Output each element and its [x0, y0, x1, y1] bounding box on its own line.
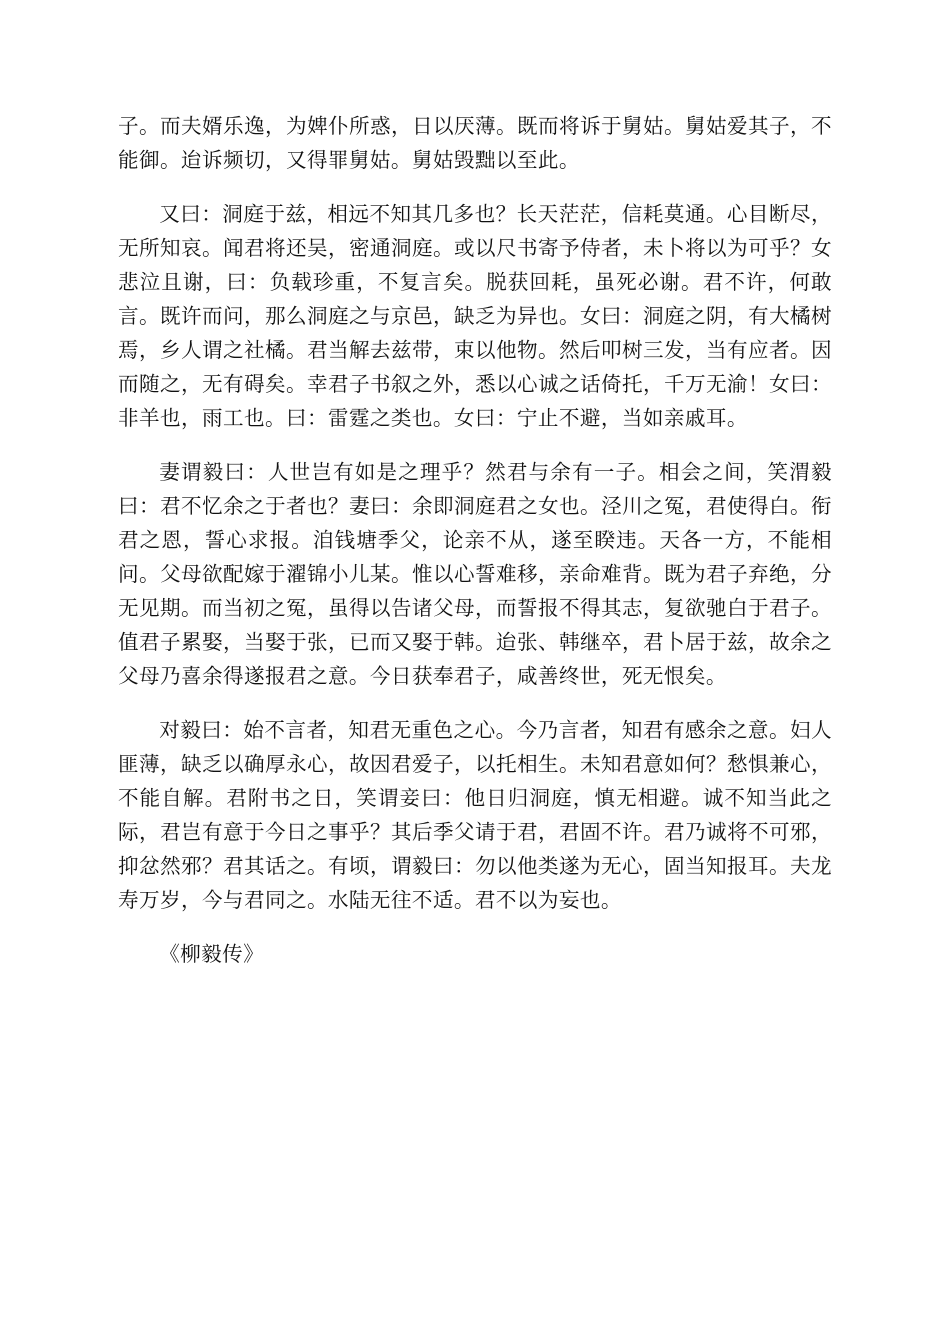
document-body	[118, 109, 832, 971]
paragraph-4: 对毅曰：始不言者，知君无重色之心。今乃言者，知君有感余之意。妇人匪薄，缺乏以确厚永心，故因君爱子，以托相生。未知君意如何？愁惧兼心，不能自解。君附书之日，笑谓妾曰：他日归洞庭，慎无相避。诚不知当此之际，君岂有意于今日之事乎？其后季父请于君，君固不许。君乃诚将不可邪，抑忿然邪？君其话之。有顷，谓毅曰：勿以他类遂为无心，固当知报耳。夫龙寿万岁，今与君同之。水陆无往不适。君不以为妄也。	[118, 718, 832, 912]
paragraph-2: 又曰：洞庭于兹，相远不知其几多也？长天茫茫，信耗莫通。心目断尽，无所知哀。闻君将还吴，密通洞庭。或以尺书寄予侍者，未卜将以为可乎？女悲泣且谢，曰：负载珍重，不复言矣。脱获回耗，虽死必谢。君不许，何敢言。既许而问，那么洞庭之与京邑，缺乏为异也。女曰：洞庭之阴，有大橘树焉，乡人谓之社橘。君当解去兹带，束以他物。然后叩树三发，当有应者。因而随之，无有碍矣。幸君子书叙之外，悉以心诚之话倚托，千万无渝！女曰：非羊也，雨工也。曰：雷霆之类也。女曰：宁止不避，当如亲戚耳。	[118, 202, 832, 430]
paragraph-3: 妻谓毅曰：人世岂有如是之理乎？然君与余有一子。相会之间，笑渭毅曰：君不忆余之于者也？妻曰：余即洞庭君之女也。泾川之冤，君使得白。衔君之恩，誓心求报。洎钱塘季父，论亲不从，遂至睽违。天各一方，不能相问。父母欲配嫁于濯锦小儿某。惟以心誓难移，亲命难背。既为君子弃绝，分无见期。而当初之冤，虽得以告诸父母，而誓报不得其志，复欲驰白于君子。值君子累娶，当娶于张，已而又娶于韩。迨张、韩继卒，君卜居于兹，故余之父母乃喜余得遂报君之意。今日获奉君子，咸善终世，死无恨矣。	[118, 460, 832, 688]
source-title: 《柳毅传》	[159, 942, 265, 966]
paragraph-1: 子。而夫婿乐逸，为婢仆所惑，日以厌薄。既而将诉于舅姑。舅姑爱其子，不能御。迨诉频切，又得罪舅姑。舅姑毁黜以至此。	[118, 114, 832, 172]
